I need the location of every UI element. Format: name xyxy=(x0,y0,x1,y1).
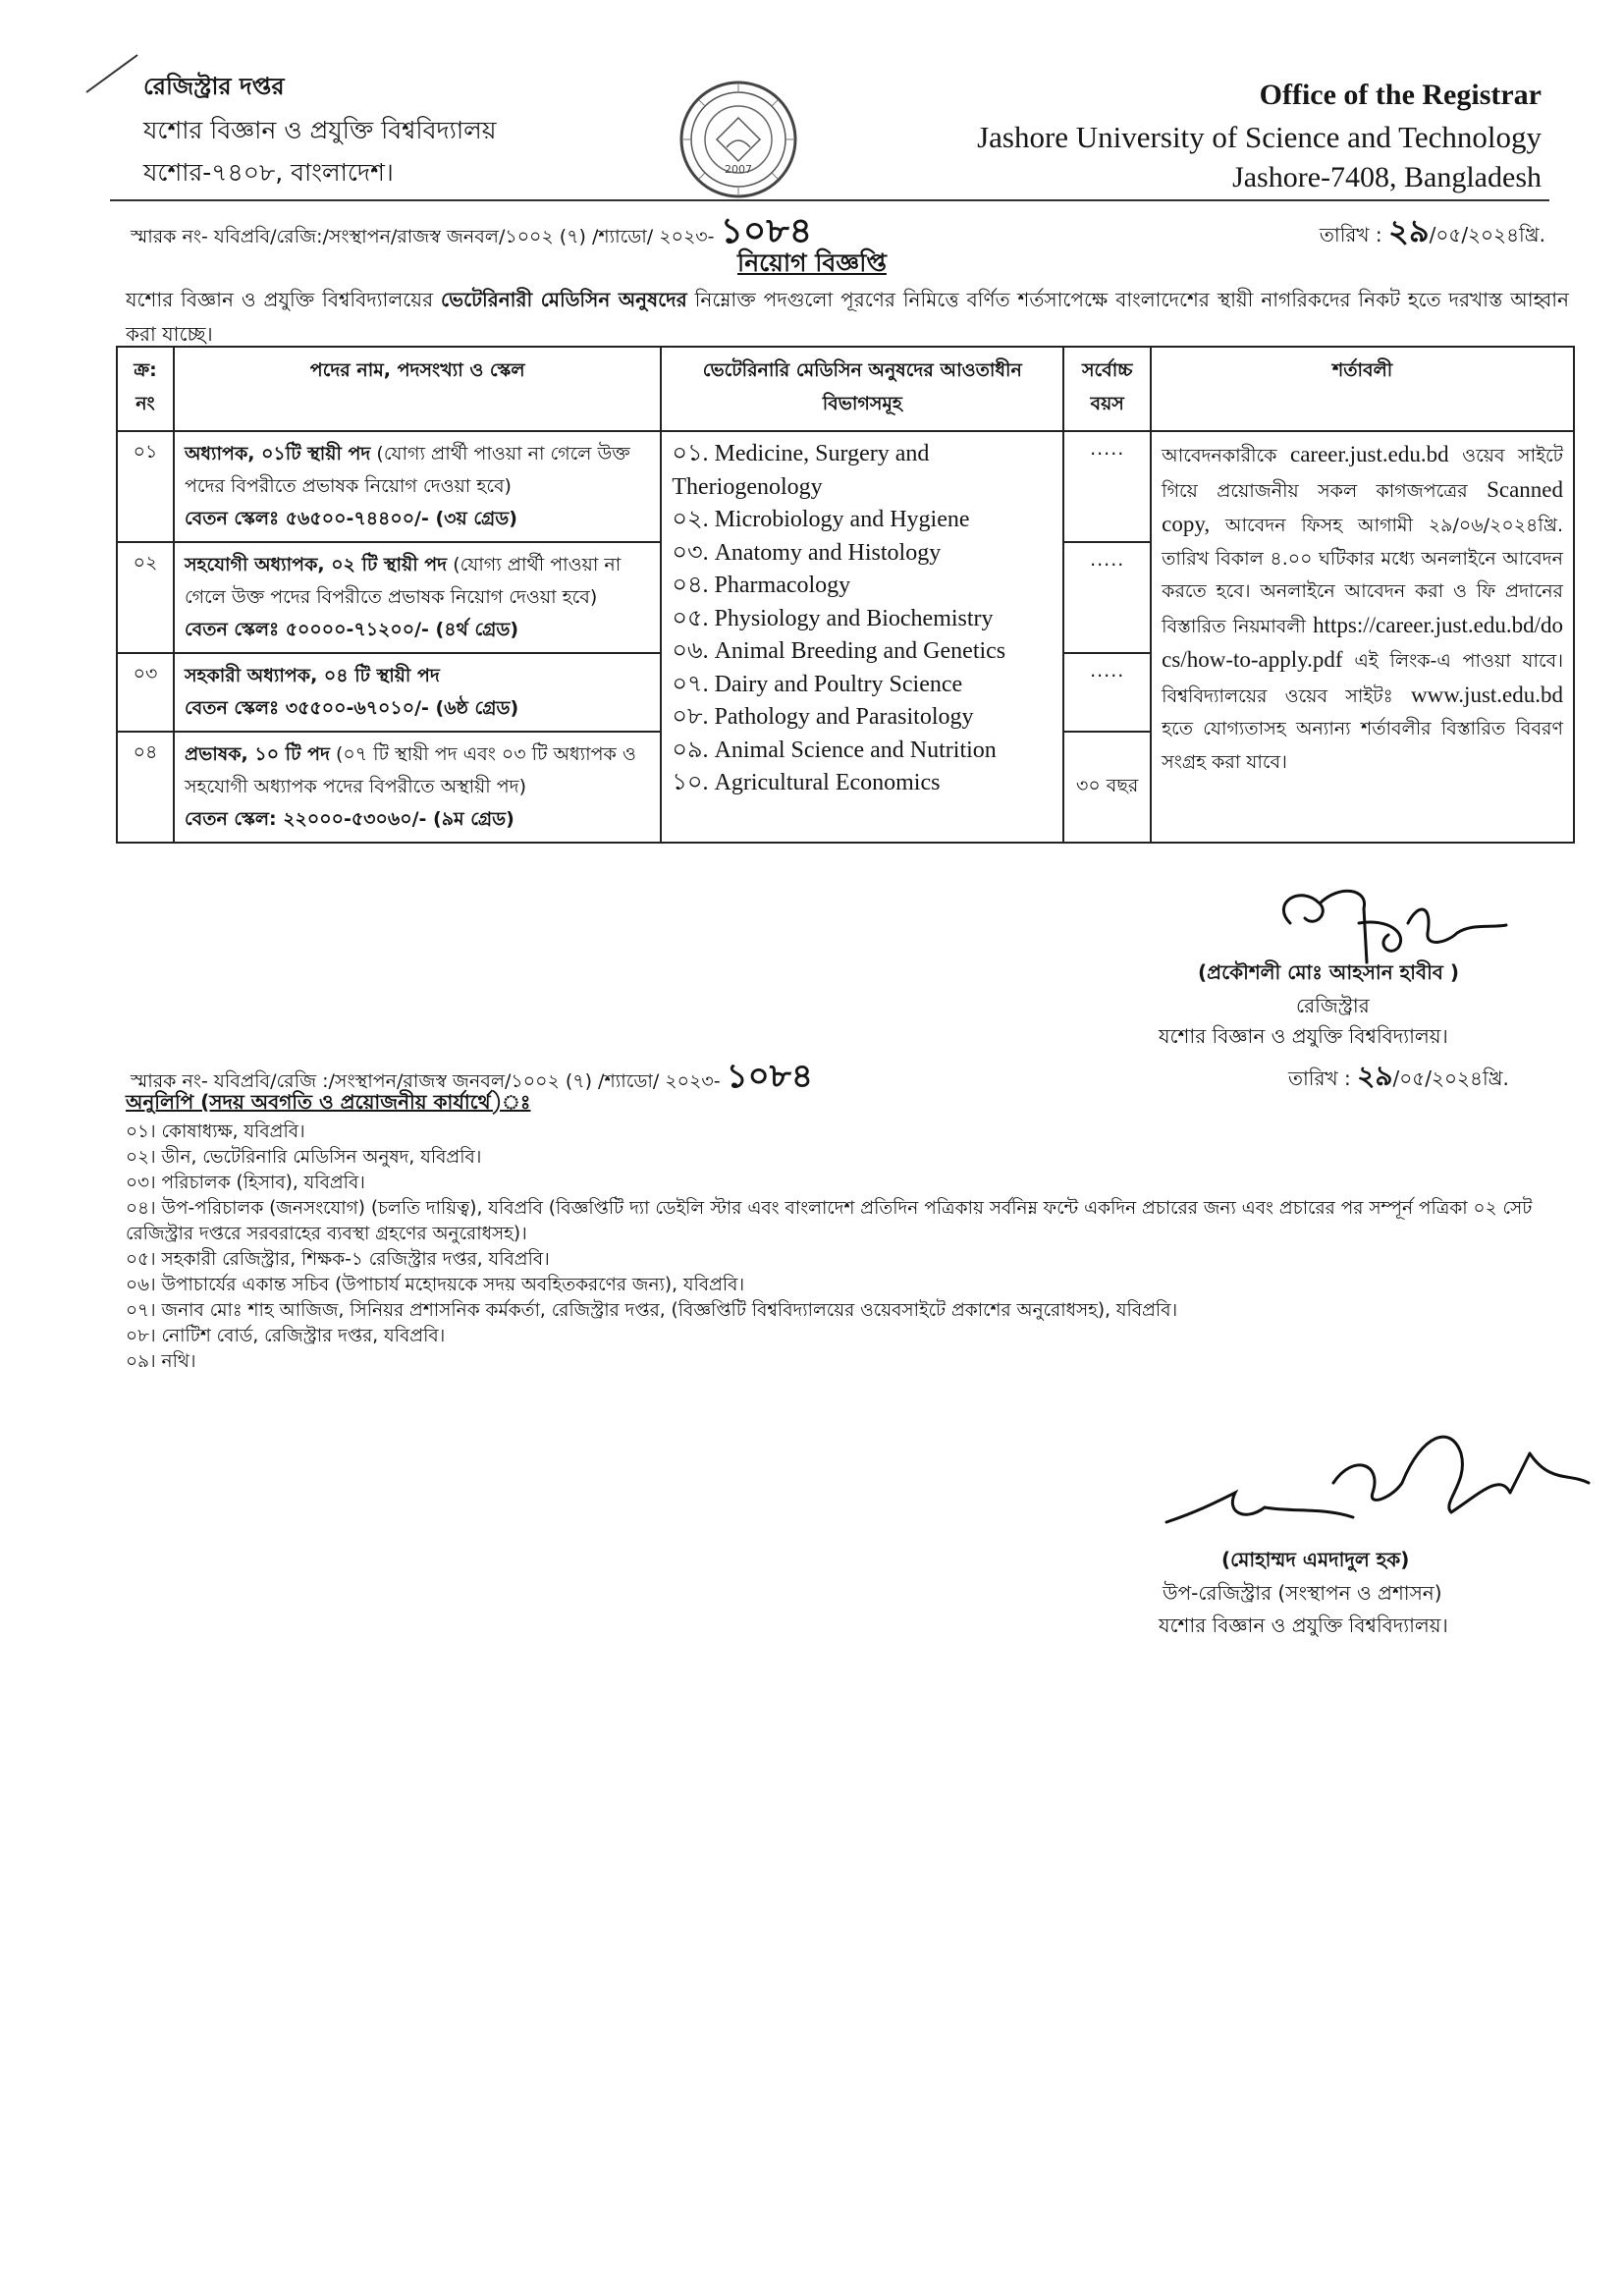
row-age xyxy=(1063,542,1151,653)
row-post xyxy=(174,542,661,653)
how-to-apply-url: https://career.just.edu.bd/docs/how-to-apply.pdf xyxy=(1162,612,1563,672)
header-age: সর্বোচ্চ বয়স xyxy=(1063,347,1151,431)
date-rest: /০৫/২০২৪খ্রি. xyxy=(1392,1066,1509,1090)
conditions-text: আবেদন ফিসহ আগামী ২৯/০৬/২০২৪খ্রি. তারিখ বিকাল ৪.০০ ঘটিকার মধ্যে অনলাইনে আবেদন করতে হবে। অনলাইনে আবেদন করা ও ফি প্রদানের বিস্তারিত নিয়মাবলী xyxy=(1162,515,1563,637)
list-item: ০৮। নোটিশ বোর্ড, রেজিস্ট্রার দপ্তর, যবিপ্রবি। xyxy=(126,1326,446,1346)
row-age xyxy=(1063,732,1151,843)
header-address-en: Jashore-7408, Bangladesh xyxy=(1232,161,1542,193)
department-item: ০৭. Dairy and Poultry Science xyxy=(672,671,963,697)
list-item: ০৪। উপ-পরিচালক (জনসংযোগ) (চলতি দায়িত্ব), যবিপ্রবি (বিজ্ঞপ্তিটি দ্যা ডেইলি স্টার এবং বাংলাদেশ প্রতিদিন পত্রিকায় সর্বনিম্ন ফন্টে একদিন প্রচারের জন্য এবং প্রচারের পর সম্পূর্ন পত্রিকা ০২ সেট রেজিস্ট্রার দপ্তরে সরবরাহের ব্যবস্থা গ্রহণের অনুরোধসহ)। xyxy=(126,1198,1533,1244)
row-post xyxy=(174,732,661,843)
row-serial: ০১ xyxy=(117,431,174,542)
date-handwritten-day: ২৯ xyxy=(1357,1060,1393,1092)
age-value: ..... xyxy=(1090,549,1125,571)
date-rest: /০৫/২০২৪খ্রি. xyxy=(1429,223,1545,246)
intro-pre: যশোর বিজ্ঞান ও প্রযুক্তি বিশ্ববিদ্যালয়ের xyxy=(126,288,442,311)
department-item: ০৪. Pharmacology xyxy=(672,573,851,598)
list-item: ০৬। উপাচার্যের একান্ত সচিব (উপাচার্য মহোদয়কে সদয় অবহিতকরণের জন্য), যবিপ্রবি। xyxy=(126,1275,745,1295)
row-serial: ০২ xyxy=(117,542,174,653)
university-seal-logo xyxy=(677,79,799,200)
notice-title: নিয়োগ বিজ্ঞপ্তি xyxy=(737,248,887,277)
header-departments: ভেটেরিনারি মেডিসিন অনুষদের আওতাধীন বিভাগসমূহ xyxy=(661,347,1063,431)
post-detail: (যোগ্য প্রার্থী পাওয়া না গেলে উক্ত পদের বিপরীতে প্রভাষক নিয়োগ দেওয়া হবে) xyxy=(184,554,622,608)
intro-post: নিম্নোক্ত পদগুলো পূরণের নিমিত্তে বর্ণিত শর্তসাপেক্ষে বাংলাদেশের স্থায়ী নাগরিকদের নিকট হতে দরখাস্ত আহ্বান করা যাচ্ছে। xyxy=(126,288,1569,346)
row-age xyxy=(1063,431,1151,542)
post-title: সহকারী অধ্যাপক, ০৪ টি স্থায়ী পদ xyxy=(184,665,440,686)
memo-handwritten-number: ১০৮৪ xyxy=(720,211,813,251)
row-post xyxy=(174,653,661,732)
header-serial: ক্র: নং xyxy=(117,347,174,431)
department-item: ০৫. Physiology and Biochemistry xyxy=(672,605,994,631)
list-item: ০৩। পরিচালক (হিসাব), যবিপ্রবি। xyxy=(126,1173,365,1193)
memo-label: স্মারক নং- যবিপ্রবি/রেজি :/সংস্থাপন/রাজস্ব জনবল/১০০২ (৭) /শ্যাডো/ ২০২৩- xyxy=(131,1070,721,1092)
scanned-copy-text: Scanned copy, xyxy=(1162,476,1563,536)
copies-heading: অনুলিপি (সদয় অবগতি ও প্রয়োজনীয় কার্যার্থে)ঃ xyxy=(126,1090,531,1114)
seal-year: 2007 xyxy=(725,163,752,176)
post-pay-scale: বেতন স্কেলঃ ৫০০০০-৭১২০০/- (৪র্থ গ্রেড) xyxy=(184,619,519,640)
header-university-bn: যশোর বিজ্ঞান ও প্রযুক্তি বিশ্ববিদ্যালয় xyxy=(143,116,497,144)
row-age xyxy=(1063,653,1151,732)
list-item: ০৫। সহকারী রেজিস্ট্রার, শিক্ষক-১ রেজিস্ট্রার দপ্তর, যবিপ্রবি। xyxy=(126,1249,550,1270)
department-item: ০৩. Anatomy and Histology xyxy=(672,539,942,566)
post-pay-scale: বেতন স্কেলঃ ৩৫৫০০-৬৭০১০/- (৬ষ্ঠ গ্রেড) xyxy=(184,697,519,719)
department-item: ০৮. Pathology and Parasitology xyxy=(672,704,974,730)
table-row xyxy=(117,431,1574,542)
intro-faculty: ভেটেরিনারী মেডিসিন অনুষদের xyxy=(441,288,687,311)
post-detail: (যোগ্য প্রার্থী পাওয়া না গেলে উক্ত পদের বিপরীতে প্রভাষক নিয়োগ দেওয়া হবে) xyxy=(184,443,630,497)
list-item: ০৭। জনাব মোঃ শাহ আজিজ, সিনিয়র প্রশাসনিক কর্মকর্তা, রেজিস্ট্রার দপ্তর, (বিজ্ঞপ্তিটি বিশ্ববিদ্যালয়ের ওয়েবসাইটে প্রকাশের অনুরোধসহ), যবিপ্রবি। xyxy=(126,1300,1178,1321)
conditions-text: হতে যোগ্যতাসহ অন্যান্য শর্তাবলীর বিস্তারিত বিবরণ সংগ্রহ করা যাবে। xyxy=(1162,718,1563,773)
row-serial: ০৪ xyxy=(117,732,174,843)
post-pay-scale: বেতন স্কেলঃ ৫৬৫০০-৭৪৪০০/- (৩য় গ্রেড) xyxy=(184,508,517,529)
post-detail: (০৭ টি স্থায়ী পদ এবং ০৩ টি অধ্যাপক ও সহযোগী অধ্যাপক পদের বিপরীতে অস্থায়ী পদ) xyxy=(184,743,636,797)
header-office-bn: রেজিস্ট্রার দপ্তর xyxy=(143,73,285,100)
application-url: career.just.edu.bd xyxy=(1290,442,1449,466)
post-title: অধ্যাপক, ০১টি স্থায়ী পদ xyxy=(184,443,371,465)
posts-table xyxy=(116,346,1575,844)
department-item: ১০. Agricultural Economics xyxy=(672,770,941,795)
age-value: ..... xyxy=(1090,438,1125,460)
deputy-registrar-org: যশোর বিজ্ঞান ও প্রযুক্তি বিশ্ববিদ্যালয়। xyxy=(1159,1613,1448,1637)
header-address-bn: যশোর-৭৪০৮, বাংলাদেশ। xyxy=(143,158,394,187)
department-item: ০৬. Animal Breeding and Genetics xyxy=(672,638,1006,664)
conditions-text: আবেদনকারীকে xyxy=(1162,445,1291,466)
post-title: প্রভাষক, ১০ টি পদ xyxy=(184,743,330,765)
registrar-date xyxy=(1288,1055,1509,1101)
list-item: ০১। কোষাধ্যক্ষ, যবিপ্রবি। xyxy=(126,1121,305,1142)
age-value: ..... xyxy=(1090,660,1125,682)
registrar-title: রেজিস্ট্রার xyxy=(1296,994,1370,1017)
memo-label: স্মারক নং- যবিপ্রবি/রেজি:/সংস্থাপন/রাজস্ব জনবল/১০০২ (৭) /শ্যাডো/ ২০২৩- xyxy=(131,226,715,247)
registrar-name: (প্রকৌশলী মোঃ আহসান হাবীব ) xyxy=(1198,960,1460,984)
conditions-cell xyxy=(1151,431,1574,843)
header-conditions: শর্তাবলী xyxy=(1151,347,1574,431)
date-label: তারিখ : xyxy=(1288,1066,1351,1090)
conditions-text: ওয়েব সাইটে গিয়ে প্রয়োজনীয় সকল কাগজপত্রের xyxy=(1162,445,1563,502)
registrar-org: যশোর বিজ্ঞান ও প্রযুক্তি বিশ্ববিদ্যালয়। xyxy=(1159,1024,1448,1048)
copies-list xyxy=(126,1120,1569,1375)
date-label: তারিখ : xyxy=(1319,223,1382,246)
date-handwritten-day: ২৯ xyxy=(1388,212,1430,249)
row-post xyxy=(174,431,661,542)
list-item: ০৯। নথি। xyxy=(126,1351,196,1372)
university-website-url: www.just.edu.bd xyxy=(1410,682,1563,707)
header-divider xyxy=(110,199,1549,201)
department-item: ০১. Medicine, Surgery and Theriogenology xyxy=(672,441,930,500)
department-item: ০৯. Animal Science and Nutrition xyxy=(672,737,997,763)
header-post: পদের নাম, পদসংখ্যা ও স্কেল xyxy=(174,347,661,431)
notice-intro xyxy=(126,283,1569,352)
deputy-registrar-name: (মোহাম্মদ এমদাদুল হক) xyxy=(1221,1548,1410,1571)
header-office-en: Office of the Registrar xyxy=(1259,79,1542,111)
departments-cell xyxy=(661,431,1063,843)
pen-mark-decoration xyxy=(82,51,141,95)
row-serial: ০৩ xyxy=(117,653,174,732)
post-pay-scale: বেতন স্কেল: ২২০০০-৫৩০৬০/- (৯ম গ্রেড) xyxy=(184,808,514,830)
department-item: ০২. Microbiology and Hygiene xyxy=(672,507,970,532)
conditions-text: এই লিংক-এ পাওয়া যাবে। বিশ্ববিদ্যালয়ের ওয়েব সাইটঃ xyxy=(1162,650,1563,707)
list-item: ০২। ডীন, ভেটেরিনারি মেডিসিন অনুষদ, যবিপ্রবি। xyxy=(126,1147,482,1168)
header-university-en: Jashore University of Science and Technology xyxy=(977,120,1542,154)
table-header-row xyxy=(117,347,1574,431)
memo-handwritten-number: ১০৮৪ xyxy=(726,1057,813,1096)
age-value: ৩০ বছর xyxy=(1076,774,1139,796)
post-title: সহযোগী অধ্যাপক, ০২ টি স্থায়ী পদ xyxy=(184,554,448,575)
deputy-registrar-title: উপ-রেজিস্ট্রার (সংস্থাপন ও প্রশাসন) xyxy=(1163,1581,1442,1605)
